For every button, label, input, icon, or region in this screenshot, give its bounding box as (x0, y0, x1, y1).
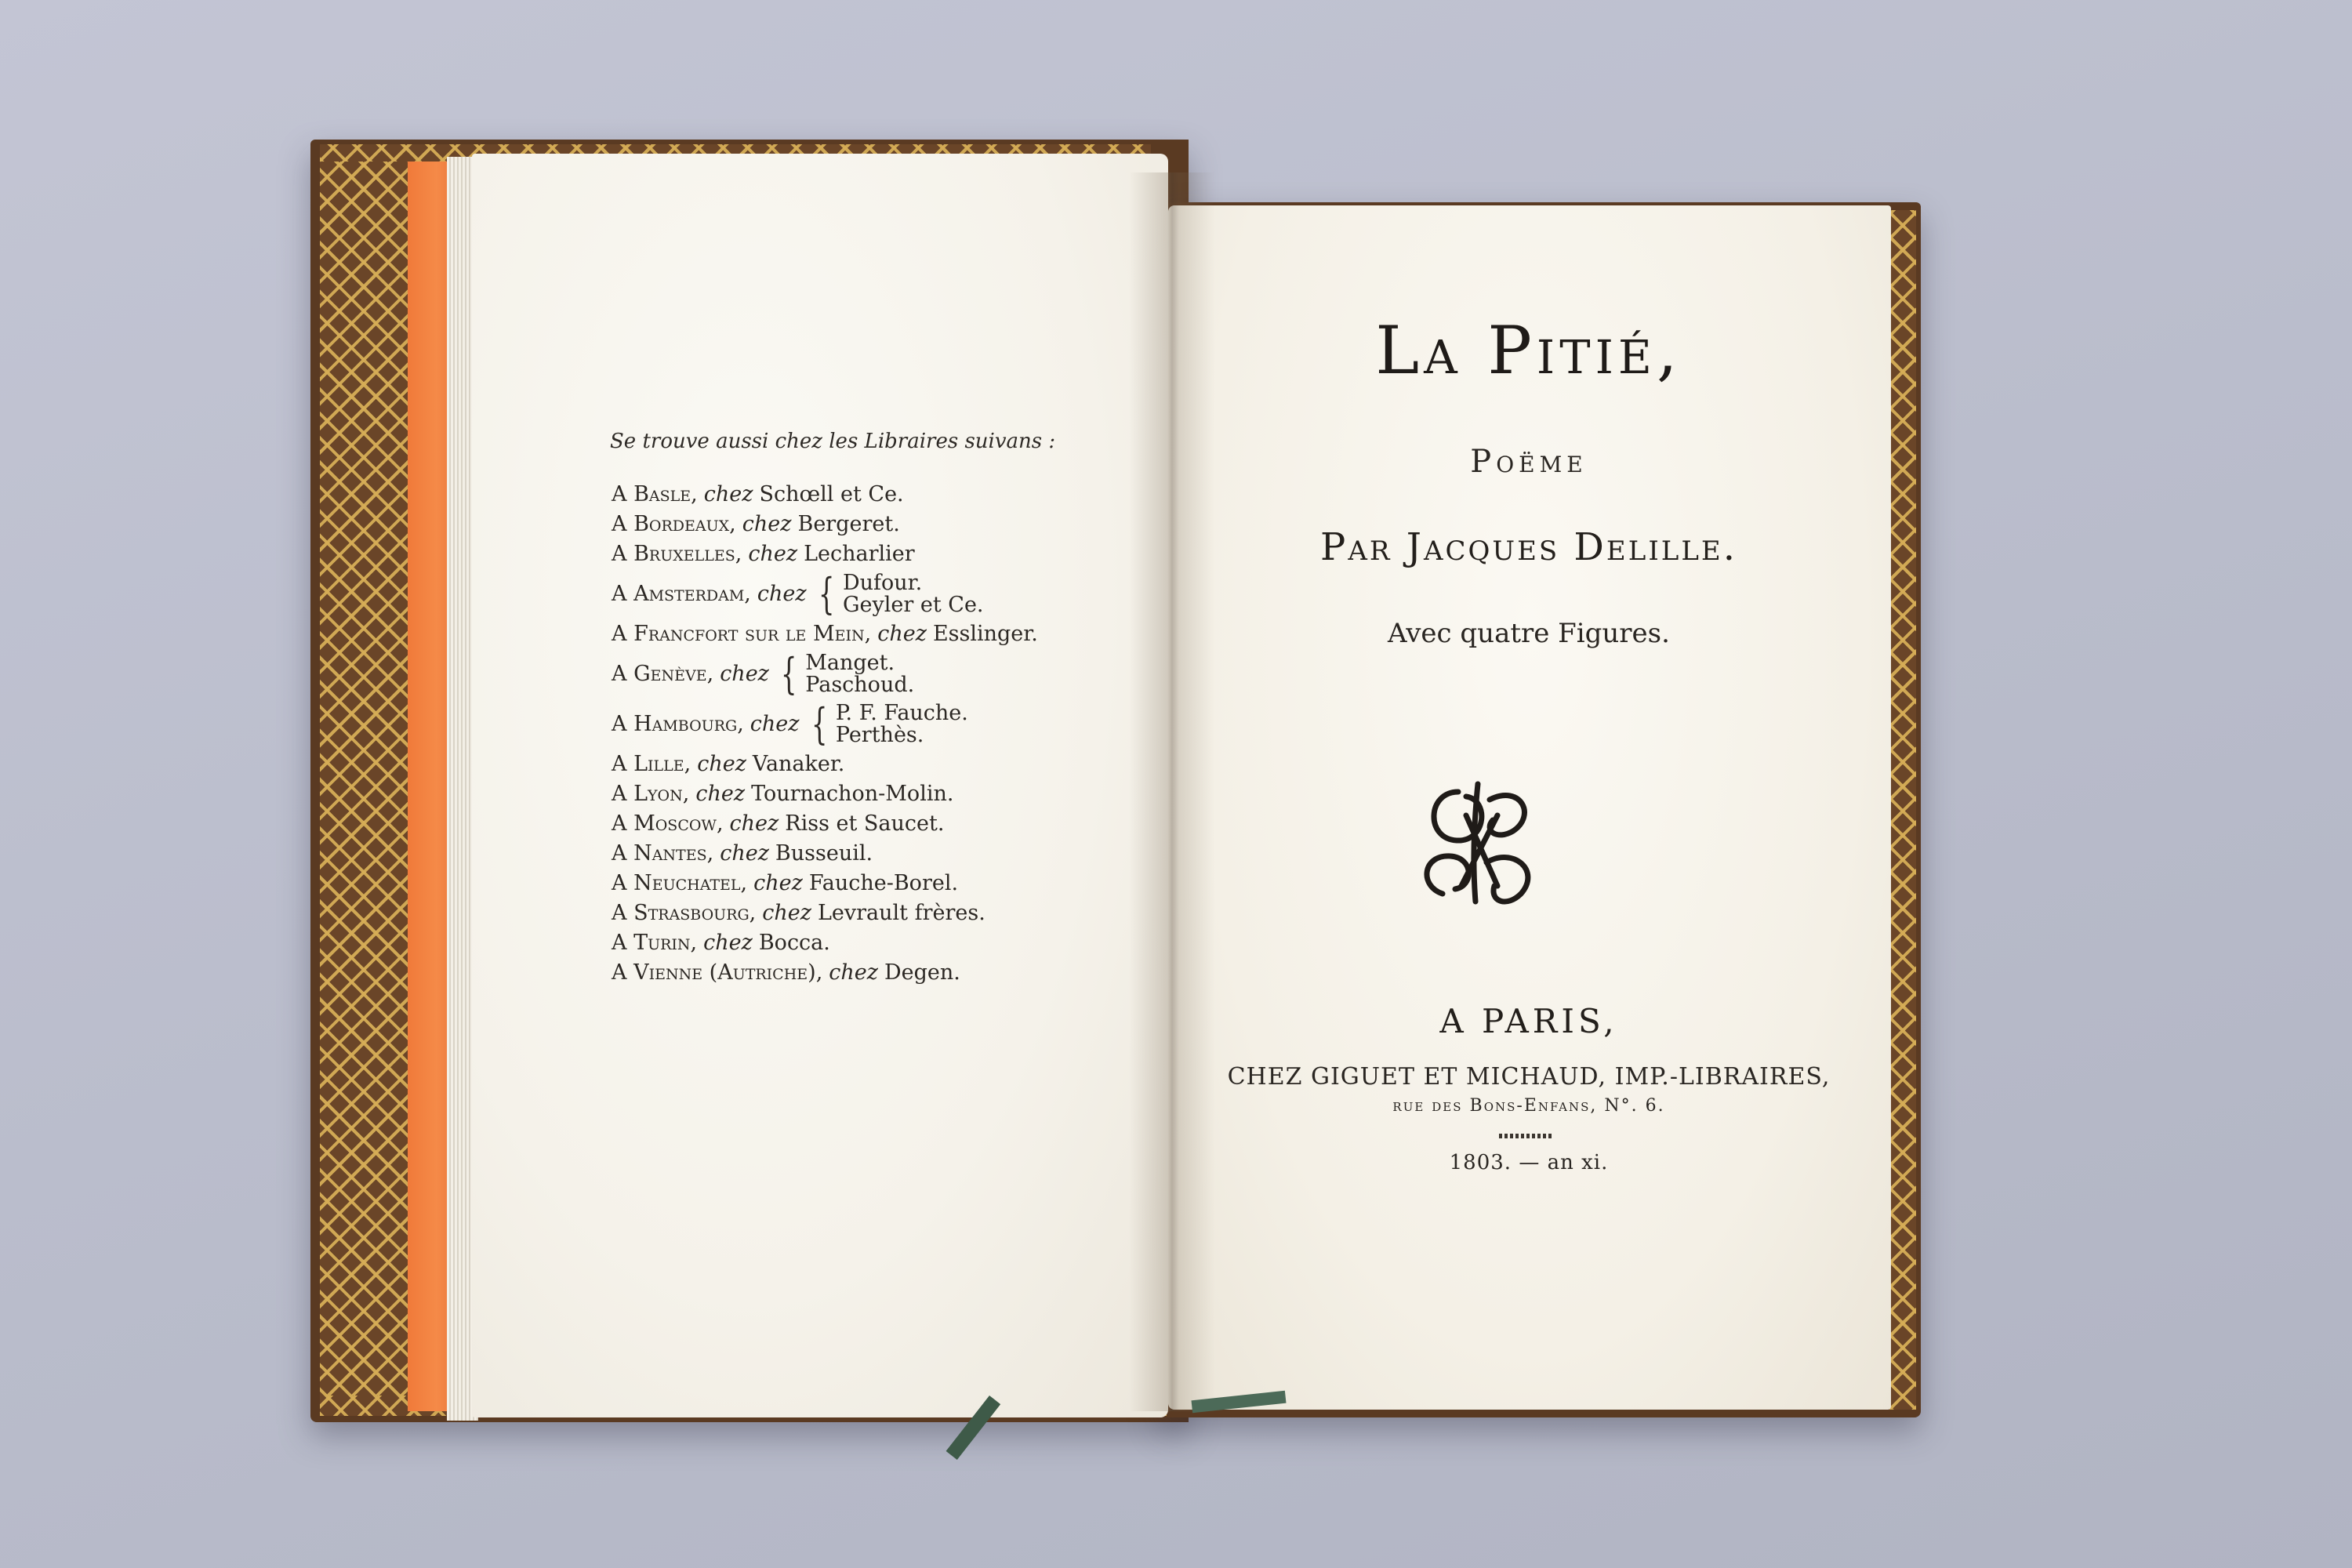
booksellers-heading: Se trouve aussi chez les Libraires suivans : (610, 430, 1056, 453)
bookseller-name: Manget. (805, 651, 895, 675)
brace-glyph: { (811, 699, 827, 749)
bookseller-chez: chez (750, 712, 800, 736)
bookseller-names (797, 514, 899, 535)
bookseller-city: A Nantes, (612, 841, 714, 866)
bookseller-city: A Lyon, (612, 782, 690, 806)
bookseller-city: A Turin, (612, 931, 698, 955)
bookseller-name: Tournachon-Molin. (751, 782, 954, 806)
bookseller-entry (612, 839, 1160, 869)
bookseller-city: A Lille, (612, 752, 691, 776)
bookseller-chez: chez (748, 542, 798, 566)
bookseller-chez: chez (753, 871, 803, 895)
brace-glyph: { (780, 649, 797, 699)
bookseller-entry (612, 480, 1160, 510)
bookseller-city: A Vienne (Autriche), (612, 960, 823, 985)
imprint-city: A PARIS, (1439, 1002, 1618, 1040)
bookseller-city: A Hambourg, (612, 712, 744, 736)
bookseller-name: Geyler et Ce. (842, 593, 984, 617)
booksellers-list (612, 480, 1160, 988)
bookseller-names (933, 623, 1038, 645)
bookseller-entry (612, 539, 1160, 569)
bookseller-name: Bocca. (758, 931, 830, 955)
bookseller-entry (612, 809, 1160, 839)
bookseller-name: P. F. Fauche. (835, 701, 968, 725)
bookseller-chez: chez (742, 512, 792, 536)
bookseller-chez: chez (762, 901, 811, 925)
monogram-ornament (1411, 768, 1544, 913)
bookseller-city: A Bruxelles, (612, 542, 742, 566)
bookseller-chez: chez (829, 960, 878, 985)
bookseller-city: A Basle, (612, 482, 698, 506)
book-title: La Pitié, (1375, 312, 1682, 389)
bookseller-name: Vanaker. (752, 752, 845, 776)
figures-note: Avec quatre Figures. (1388, 618, 1670, 649)
bookseller-name: Fauche-Borel. (808, 871, 959, 895)
bookseller-entry (612, 649, 1160, 699)
bookseller-city: A Bordeaux, (612, 512, 736, 536)
bookseller-chez: chez (757, 582, 807, 606)
bookseller-entry (612, 699, 1160, 750)
bookseller-name: Schœll et Ce. (759, 482, 904, 506)
bookseller-chez: chez (695, 782, 746, 806)
bookseller-entry (612, 898, 1160, 928)
bookseller-names (836, 702, 968, 746)
book-author: Par Jacques Delille. (1320, 525, 1737, 569)
gilt-border-left (320, 146, 408, 1416)
bookseller-entry (612, 569, 1160, 619)
imprint-date: 1803. — an xi. (1449, 1151, 1609, 1174)
bookseller-entry (612, 779, 1160, 809)
bookseller-entry (612, 958, 1160, 988)
bookseller-name: Busseuil. (775, 841, 873, 866)
bookseller-names (785, 813, 944, 835)
bookseller-name: Lecharlier (804, 542, 915, 566)
bookseller-city: A Amsterdam, (612, 582, 751, 606)
bookseller-names (843, 572, 984, 616)
bookseller-entry (612, 869, 1160, 898)
imprint-address: rue des Bons-Enfans, N°. 6. (1392, 1096, 1665, 1116)
bookseller-chez: chez (703, 482, 753, 506)
bookseller-chez: chez (703, 931, 753, 955)
bookseller-name: Esslinger. (932, 622, 1038, 646)
bookseller-names (759, 932, 830, 954)
bookseller-entry (612, 928, 1160, 958)
bookseller-names (751, 783, 953, 805)
bookseller-names (818, 902, 985, 924)
bookseller-entry (612, 750, 1160, 779)
bookseller-entry (612, 510, 1160, 539)
bookseller-city: A Genève, (612, 662, 714, 686)
ornamental-rule (1499, 1134, 1554, 1138)
bookseller-names (804, 543, 915, 565)
imprint-publisher: CHEZ GIGUET ET MICHAUD, IMP.-LIBRAIRES, (1227, 1063, 1831, 1091)
bookseller-name: Bergeret. (797, 512, 900, 536)
bookseller-names (759, 484, 903, 506)
bookseller-name: Levrault frères. (817, 901, 985, 925)
bookseller-names (884, 962, 960, 984)
bookseller-names (809, 873, 958, 895)
bookseller-city: A Neuchatel, (612, 871, 748, 895)
bookseller-city: A Francfort sur le Mein, (612, 622, 872, 646)
bookseller-names (753, 753, 844, 775)
brace-glyph: { (818, 569, 835, 619)
bookseller-chez: chez (697, 752, 746, 776)
bookseller-name: Perthès. (835, 723, 924, 747)
bookseller-names (775, 843, 873, 865)
gilt-border-right (1889, 210, 1916, 1410)
bookseller-entry (612, 619, 1160, 649)
bookseller-name: Dufour. (842, 571, 923, 595)
bookseller-city: A Moscow, (612, 811, 724, 836)
bookseller-names (805, 652, 914, 696)
book-subtitle: Poëme (1470, 444, 1588, 480)
bookseller-name: Riss et Saucet. (785, 811, 945, 836)
bookseller-name: Paschoud. (805, 673, 915, 697)
bookseller-chez: chez (720, 662, 769, 686)
bookseller-chez: chez (877, 622, 927, 646)
bookseller-city: A Strasbourg, (612, 901, 757, 925)
bookseller-chez: chez (720, 841, 769, 866)
bookseller-name: Degen. (884, 960, 960, 985)
bookseller-chez: chez (729, 811, 779, 836)
